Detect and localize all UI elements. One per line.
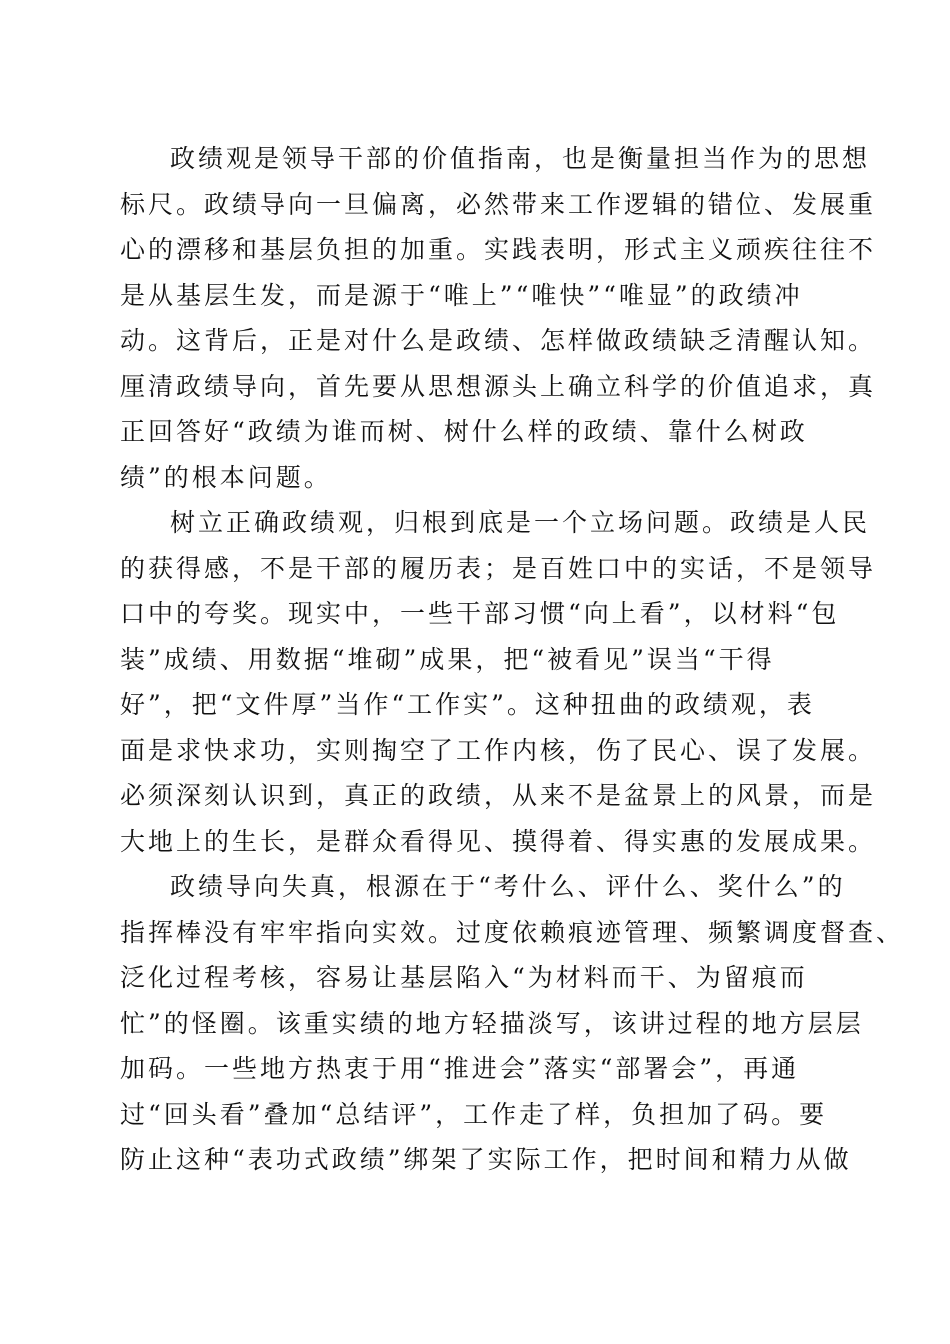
text-line: 过“回头看”叠加“总结评”，工作走了样，负担加了码。要 <box>120 1099 828 1129</box>
text-line: 口中的夸奖。现实中，一些干部习惯“向上看”，以材料“包 <box>120 599 840 628</box>
text-line: 防止这种“表功式政绩”绑架了实际工作，把时间和精力从做 <box>120 1145 852 1174</box>
text-line: 政绩观是领导干部的价值指南，也是衡量担当作为的思想 <box>170 144 871 173</box>
text-line: 心的漂移和基层负担的加重。实践表明，形式主义顽疾往往不 <box>120 235 877 264</box>
text-line: 忙”的怪圈。该重实绩的地方轻描淡写，该讲过程的地方层层 <box>120 1008 864 1038</box>
text-line: 面是求快求功，实则掏空了工作内核，伤了民心、误了发展。 <box>120 735 877 765</box>
paragraph-2 <box>120 500 877 864</box>
text-line: 的获得感，不是干部的履历表；是百姓口中的实话，不是领导 <box>120 553 877 583</box>
text-line: 正回答好“政绩为谁而树、树什么样的政绩、靠什么树政 <box>120 417 808 446</box>
text-line: 好”，把“文件厚”当作“工作实”。这种扭曲的政绩观，表 <box>120 690 815 719</box>
text-line: 指挥棒没有牢牢指向实效。过度依赖痕迹管理、频繁调度督查、 <box>120 917 905 947</box>
text-line: 厘清政绩导向，首先要从思想源头上确立科学的价值追求，真 <box>120 371 877 401</box>
text-line: 政绩导向失真，根源在于“考什么、评什么、奖什么”的 <box>170 872 846 901</box>
text-line: 树立正确政绩观，归根到底是一个立场问题。政绩是人民 <box>170 508 871 537</box>
text-line: 动。这背后，正是对什么是政绩、怎样做政绩缺乏清醒认知。 <box>120 326 877 355</box>
text-line: 必须深刻认识到，真正的政绩，从来不是盆景上的风景，而是 <box>120 781 877 810</box>
document-body <box>120 136 905 1183</box>
text-line: 是从基层生发，而是源于“唯上”“唯快”“唯显”的政绩冲 <box>120 280 803 310</box>
text-line: 标尺。政绩导向一旦偏离，必然带来工作逻辑的错位、发展重 <box>120 189 877 219</box>
text-line: 装”成绩、用数据“堆砌”成果，把“被看见”误当“干得 <box>120 644 775 674</box>
text-line: 泛化过程考核，容易让基层陷入“为材料而干、为留痕而 <box>120 963 808 992</box>
text-line: 加码。一些地方热衷于用“推进会”落实“部署会”，再通 <box>120 1054 800 1083</box>
paragraph-3 <box>120 864 905 1183</box>
text-line: 大地上的生长，是群众看得见、摸得着、得实惠的发展成果。 <box>120 826 877 856</box>
text-line: 绩”的根本问题。 <box>120 462 332 492</box>
paragraph-1 <box>120 136 877 500</box>
